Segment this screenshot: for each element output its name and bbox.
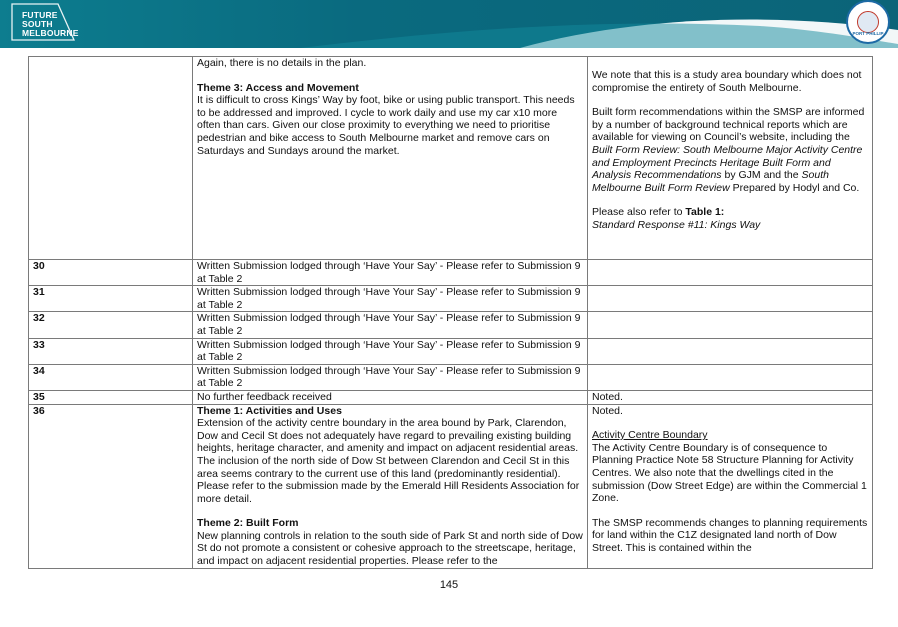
future-south-melbourne-logo bbox=[22, 11, 79, 38]
response-paragraph bbox=[592, 206, 868, 219]
response-paragraph: The SMSP recommends changes to planning requirements for land within the C1Z designated land north of Dow Street. This is contained within the bbox=[592, 516, 868, 554]
response-text: Built form recommendations within the SMSP are informed by a number of background technical reports which are available for viewing on Council’s website, including the bbox=[592, 106, 865, 144]
submission-cell bbox=[193, 57, 588, 260]
city-of-port-phillip-seal bbox=[846, 0, 890, 44]
submission-cell: Written Submission lodged through ‘Have Your Say’ - Please refer to Submission 9 at Table 2 bbox=[193, 260, 588, 286]
banner-wave-graphic bbox=[0, 0, 898, 48]
header-banner bbox=[0, 0, 898, 48]
logo-line: SOUTH bbox=[22, 19, 53, 29]
table-row bbox=[29, 390, 873, 404]
response-cell bbox=[588, 404, 873, 568]
response-paragraph: Noted. bbox=[592, 404, 623, 417]
submission-id-cell: 30 bbox=[29, 260, 193, 286]
submission-id-cell bbox=[29, 57, 193, 260]
report-title: Built Form Review: South Melbourne Major Activity Centre and Employment Precincts Heritage Built Form and Analysis Recommendations bbox=[592, 143, 863, 182]
table-row bbox=[29, 364, 873, 390]
table-row bbox=[29, 57, 873, 260]
submission-id-cell: 35 bbox=[29, 390, 193, 404]
response-paragraph: We note that this is a study area boundary which does not compromise the entirety of South Melbourne. bbox=[592, 69, 862, 94]
submission-cell bbox=[193, 404, 588, 568]
report-title: South Melbourne Built Form Review bbox=[592, 169, 829, 194]
response-text: Prepared by Hodyl and Co. bbox=[729, 181, 860, 194]
submission-cell: Written Submission lodged through ‘Have Your Say’ - Please refer to Submission 9 at Table 2 bbox=[193, 286, 588, 312]
submission-paragraph: It is difficult to cross Kings’ Way by foot, bike or using public transport. This needs to be addressed and improved. I cycle to work daily and use my car x10 more often than cars. Given our close proximity to everything we need to prioritise pedestrian and bike access to South Melbourne market and remove cars on Saturdays and Sundays around the market. bbox=[197, 94, 575, 157]
response-paragraph: The Activity Centre Boundary is of consequence to Planning Practice Note 58 Structure Planning for Activity Centres. We also note that the dwellings cited in the submission (Dow Street Edge) are within the Commercial 1 Zone. bbox=[592, 441, 867, 505]
submission-paragraph: Extension of the activity centre boundary in the area bound by Park, Clarendon, Dow and Cecil St does not adequately have regard to prevailing existing building heights, heritage character, and amenity and impact on adjacent residential areas. The inclusion of the north side of Dow St between Clarendon and Cecil St in this area seems contrary to the current use of this land (predominantly residential). Please refer to the submission made by the Emerald Hill Residents Association for more detail. bbox=[197, 417, 580, 505]
response-cell bbox=[588, 57, 873, 260]
response-cell bbox=[588, 364, 873, 390]
response-cell: Noted. bbox=[588, 390, 873, 404]
submission-id-cell: 32 bbox=[29, 312, 193, 338]
submission-id-cell: 33 bbox=[29, 338, 193, 364]
submission-id-cell: 34 bbox=[29, 364, 193, 390]
submission-paragraph: Again, there is no details in the plan. bbox=[197, 57, 367, 69]
logo-line: FUTURE bbox=[22, 10, 58, 20]
submission-paragraph: New planning controls in relation to the south side of Park St and north side of Dow St do not promote a consistent or cohesive approach to the streetscape, heritage, and impact on adjacent residential properties. Please refer to the bbox=[197, 529, 583, 568]
theme-heading: Theme 1: Activities and Uses bbox=[197, 404, 342, 417]
table-row bbox=[29, 338, 873, 364]
response-paragraph bbox=[592, 106, 868, 194]
standard-response-reference: Standard Response #11: Kings Way bbox=[592, 218, 761, 231]
response-text: by GJM and the bbox=[721, 169, 802, 182]
theme-heading: Theme 2: Built Form bbox=[197, 517, 299, 530]
table-row bbox=[29, 312, 873, 338]
submission-cell: Written Submission lodged through ‘Have Your Say’ - Please refer to Submission 9 at Table 2 bbox=[193, 312, 588, 338]
submission-id-cell: 31 bbox=[29, 286, 193, 312]
table-row bbox=[29, 286, 873, 312]
theme-heading: Theme 3: Access and Movement bbox=[197, 81, 359, 94]
page-number: 145 bbox=[439, 579, 459, 591]
response-cell bbox=[588, 286, 873, 312]
submission-id-cell: 36 bbox=[29, 404, 193, 568]
response-cell bbox=[588, 260, 873, 286]
table-reference: Table 1: bbox=[685, 206, 725, 219]
seal-text: PORT PHILLIP bbox=[852, 31, 884, 36]
submission-cell: No further feedback received bbox=[193, 390, 588, 404]
seal-emblem-icon bbox=[857, 11, 879, 33]
response-subheading: Activity Centre Boundary bbox=[592, 429, 708, 442]
submission-cell: Written Submission lodged through ‘Have Your Say’ - Please refer to Submission 9 at Table 2 bbox=[193, 364, 588, 390]
logo-line: MELBOURNE bbox=[22, 28, 79, 38]
response-cell bbox=[588, 312, 873, 338]
response-cell bbox=[588, 338, 873, 364]
table-row bbox=[29, 404, 873, 568]
response-text: Please also refer to bbox=[592, 206, 686, 219]
submissions-table bbox=[28, 56, 873, 569]
table-row bbox=[29, 260, 873, 286]
submission-cell: Written Submission lodged through ‘Have Your Say’ - Please refer to Submission 9 at Table 2 bbox=[193, 338, 588, 364]
